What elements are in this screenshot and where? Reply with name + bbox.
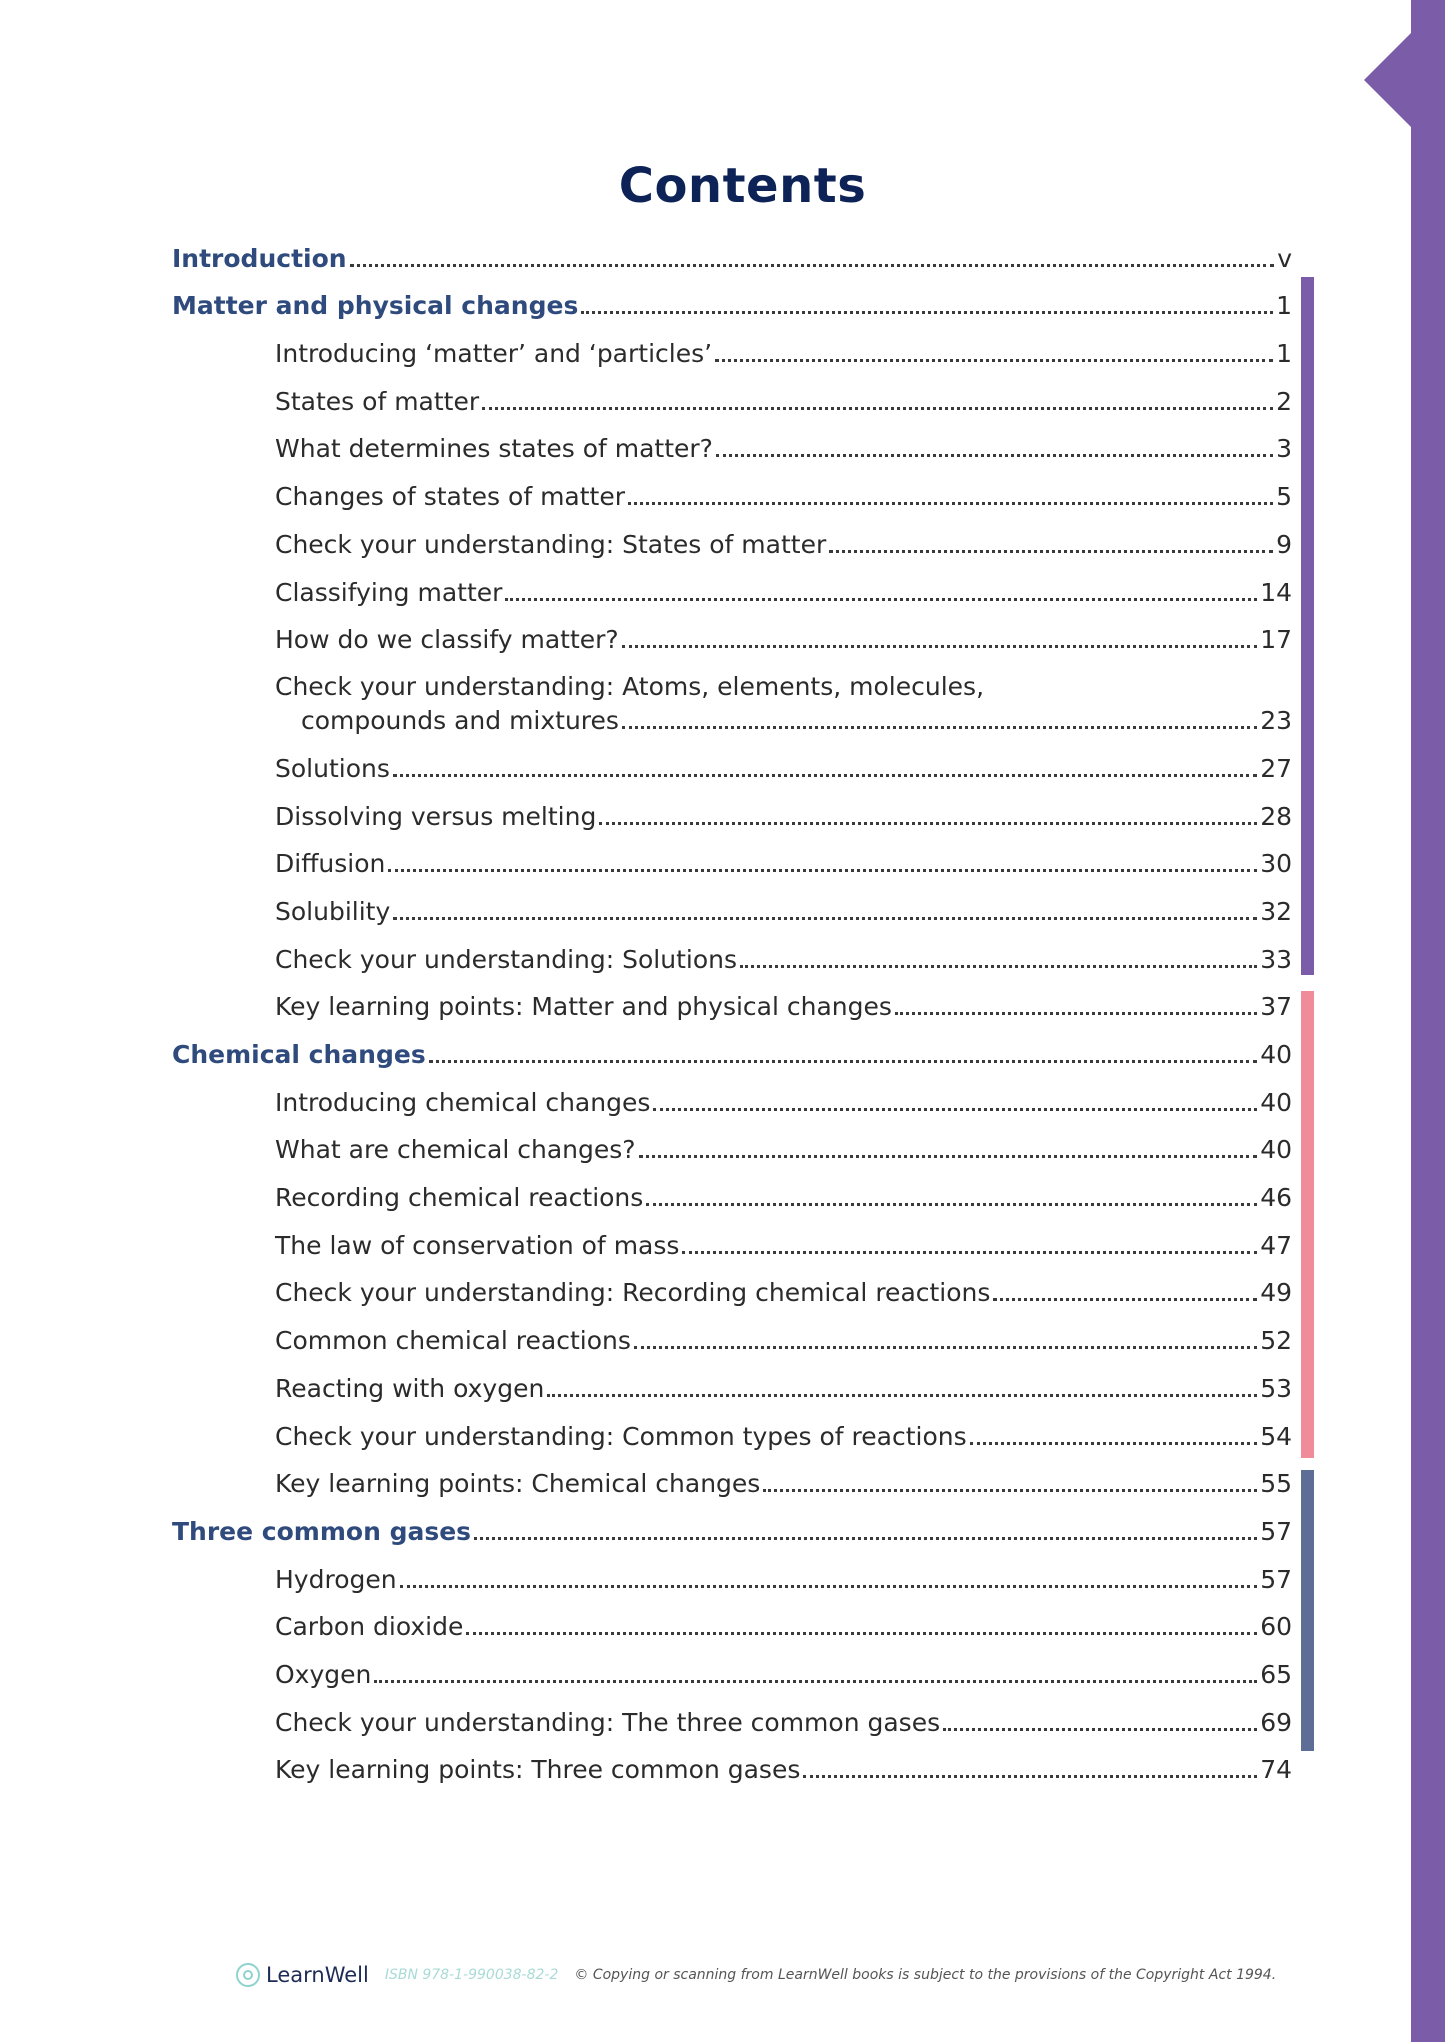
toc-item[interactable]: Check your understanding: States of matter 9 [275,529,1292,559]
dot-leader [646,1203,1257,1206]
dot-leader [740,965,1257,968]
toc-item[interactable]: Check your understanding: Common types of reactions 54 [275,1421,1292,1451]
toc-item[interactable]: Solubility 32 [275,896,1292,926]
toc-item[interactable]: Hydrogen 57 [275,1564,1292,1594]
toc-item[interactable]: Diffusion 30 [275,849,1292,879]
toc-item[interactable]: Reacting with oxygen 53 [275,1373,1292,1403]
toc-item[interactable]: Solutions 27 [275,753,1292,783]
dot-leader [393,774,1257,777]
dot-leader [350,264,1275,267]
section-bar-matter [1301,277,1314,975]
toc-item[interactable]: What determines states of matter? 3 [275,434,1292,464]
dot-leader [429,1060,1257,1063]
toc-item[interactable]: Carbon dioxide 60 [275,1612,1292,1642]
toc-section-matter[interactable]: Matter and physical changes 1 [172,291,1292,321]
dot-leader [505,598,1257,601]
isbn-text: ISBN 978-1-990038-82-2 [384,1967,559,1983]
toc-item[interactable]: Introducing ‘matter’ and ‘particles’ 1 [275,339,1292,369]
toc-item[interactable]: Classifying matter 14 [275,577,1292,607]
dot-leader [466,1632,1257,1635]
page-title: Contents [618,158,867,214]
dot-leader [895,1012,1257,1015]
dot-leader [715,359,1273,362]
section-bar-chemical [1301,991,1314,1458]
dot-leader [716,454,1273,457]
dot-leader [599,822,1257,825]
toc-section-chemical[interactable]: Chemical changes 40 [172,1040,1292,1069]
toc-item[interactable]: The law of conservation of mass 47 [275,1230,1292,1260]
dot-leader [400,1585,1258,1588]
learnwell-logo: LearnWell [236,1963,369,1987]
dot-leader [622,645,1257,648]
dot-leader [682,1251,1257,1254]
dot-leader [628,502,1273,505]
toc-item[interactable]: Oxygen 65 [275,1659,1292,1689]
dot-leader [393,917,1257,920]
toc-item[interactable]: Introducing chemical changes 40 [275,1087,1292,1117]
toc-section-introduction[interactable]: Introduction v [172,243,1292,273]
dot-leader [993,1298,1257,1301]
toc-item[interactable]: Check your understanding: Solutions 33 [275,944,1292,974]
dot-leader [970,1442,1258,1445]
dot-leader [803,1775,1257,1778]
dot-leader [639,1155,1258,1158]
dot-leader [374,1680,1257,1683]
toc-item[interactable]: How do we classify matter? 17 [275,625,1292,655]
section-bar-gases [1301,1470,1314,1751]
toc-item[interactable]: Check your understanding: Recording chemical reactions 49 [275,1278,1292,1308]
toc-item[interactable]: Key learning points: Matter and physical changes 37 [275,992,1292,1022]
page-footer [236,1963,1276,1987]
toc-item[interactable]: What are chemical changes? 40 [275,1135,1292,1165]
dot-leader [653,1108,1257,1111]
copyright-notice: © Copying or scanning from LearnWell books is subject to the provisions of the Copyright Act 1994. [574,1967,1277,1983]
dot-leader [763,1489,1257,1492]
toc-item[interactable]: Key learning points: Chemical changes 55 [275,1469,1292,1499]
toc-item[interactable]: Common chemical reactions 52 [275,1326,1292,1356]
toc-item[interactable]: States of matter 2 [275,386,1292,416]
toc-item[interactable]: Dissolving versus melting 28 [275,801,1292,831]
dot-leader [634,1346,1257,1349]
toc-item[interactable]: Check your understanding: The three common gases 69 [275,1707,1292,1737]
dot-leader [829,550,1273,553]
toc-item[interactable]: Check your understanding: Atoms, elements, molecules, compounds and mixtures 23 [275,672,1292,736]
right-edge-strip [1411,0,1445,2042]
spiral-logo-icon [236,1963,260,1987]
toc-item[interactable]: Changes of states of matter 5 [275,482,1292,512]
dot-leader [581,311,1273,314]
dot-leader [547,1394,1257,1397]
dot-leader [622,726,1257,729]
toc-item[interactable]: Recording chemical reactions 46 [275,1183,1292,1213]
dot-leader [482,407,1273,410]
table-of-contents [172,228,1292,1787]
dot-leader [474,1537,1257,1540]
dot-leader [943,1728,1257,1731]
dot-leader [388,869,1257,872]
chapter-tab-notch [1364,33,1411,127]
toc-item[interactable]: Key learning points: Three common gases 74 [275,1755,1292,1785]
toc-section-gases[interactable]: Three common gases 57 [172,1516,1292,1546]
